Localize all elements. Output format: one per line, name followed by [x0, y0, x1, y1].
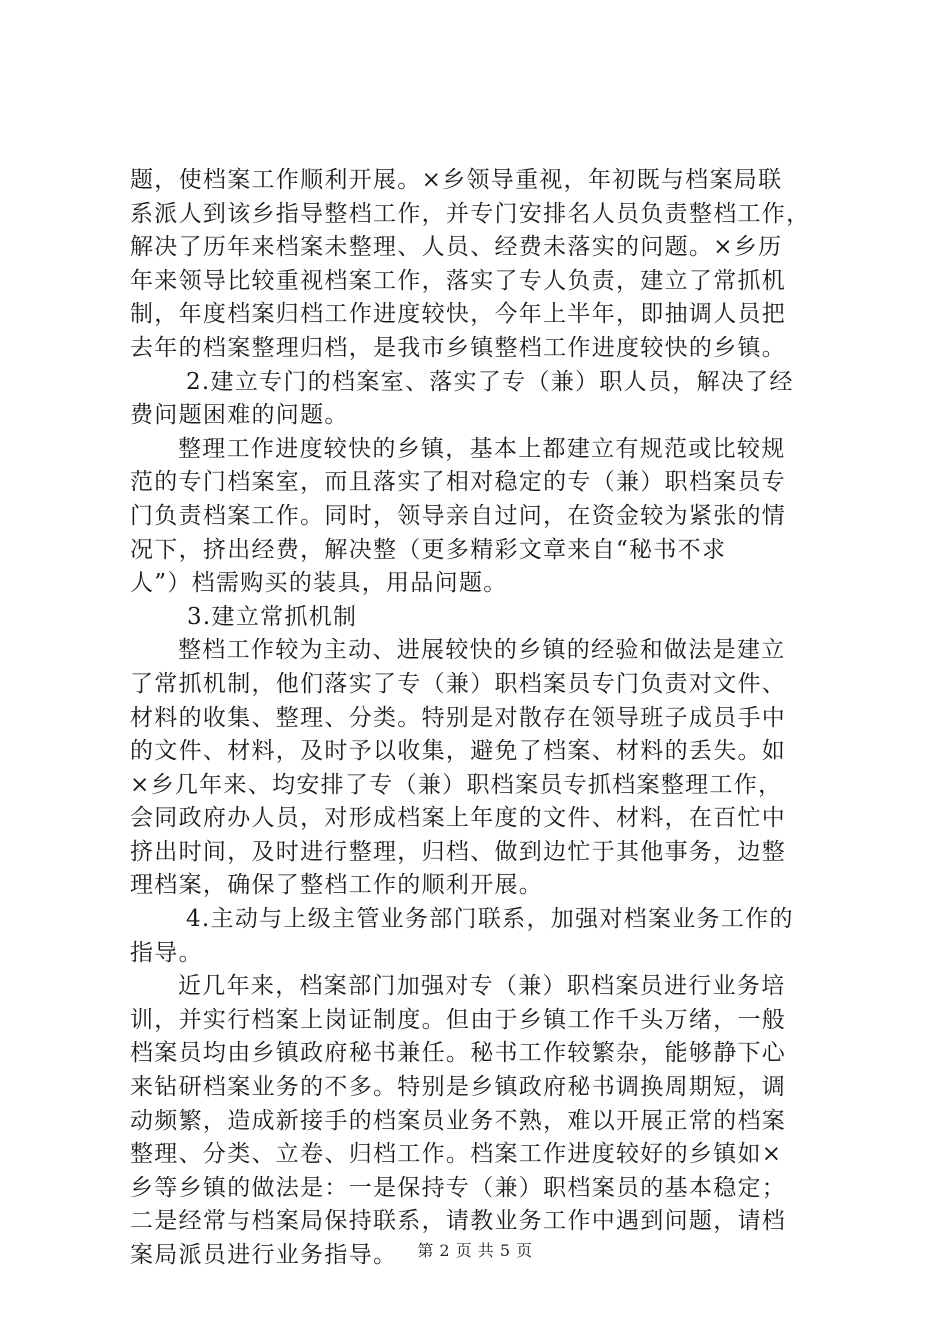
page-footer: 第 2 页 共 5 页	[417, 1241, 533, 1260]
body-text-line: 二是经常与档案局保持联系，请教业务工作中遇到问题，请档	[130, 1208, 787, 1235]
body-text-line: 训，并实行档案上岗证制度。但由于乡镇工作千头万绪，一般	[130, 1006, 787, 1033]
body-text-line: 整理、分类、立卷、归档工作。档案工作进度较好的乡镇如×	[130, 1141, 783, 1168]
body-text-line: 的文件、材料，及时予以收集，避免了档案、材料的丢失。如	[130, 738, 787, 765]
body-text-line: 案局派员进行业务指导。	[130, 1242, 398, 1268]
body-text-line: 乡等乡镇的做法是：一是保持专（兼）职档案员的基本稳定；	[130, 1174, 787, 1201]
body-text-line: 年来领导比较重视档案工作，落实了专人负责，建立了常抓机	[130, 267, 787, 294]
body-text-line: 系派人到该乡指导整档工作，并专门安排名人员负责整档工作，	[130, 200, 811, 227]
body-text-line: 费问题困难的问题。	[130, 402, 349, 429]
body-text-line: 动频繁，造成新接手的档案员业务不熟，难以开展正常的档案	[130, 1107, 787, 1134]
body-text-line: 挤出时间，及时进行整理，归档、做到边忙于其他事务，边整	[130, 838, 787, 865]
body-text-line: 题，使档案工作顺利开展。×乡领导重视，年初既与档案局联	[130, 167, 783, 193]
body-text-line: 材料的收集、整理、分类。特别是对散存在领导班子成员手中	[130, 704, 787, 731]
section-heading-line: 3.建立常抓机制	[187, 603, 358, 630]
body-text-line: 了常抓机制，他们落实了专（兼）职档案员专门负责对文件、	[130, 670, 787, 697]
section-heading-line: 4.主动与上级主管业务部门联系，加强对档案业务工作的	[186, 906, 794, 933]
body-text-line: 制，年度档案归档工作进度较快，今年上半年，即抽调人员把	[130, 301, 787, 328]
paragraph-first-line: 近几年来，档案部门加强对专（兼）职档案员进行业务培	[178, 973, 786, 1000]
body-text-line: 档案员均由乡镇政府秘书兼任。秘书工作较繁杂，能够静下心	[130, 1040, 787, 1067]
paragraph-first-line: 整档工作较为主动、进展较快的乡镇的经验和做法是建立	[178, 637, 786, 664]
body-text-line: 会同政府办人员，对形成档案上年度的文件、材料，在百忙中	[130, 805, 787, 832]
body-text-line: 解决了历年来档案未整理、人员、经费未落实的问题。×乡历	[130, 234, 783, 261]
body-text-line: 况下，挤出经费，解决整（更多精彩文章来自“秘书不求	[130, 536, 727, 563]
body-text-line: 来钻研档案业务的不多。特别是乡镇政府秘书调换周期短，调	[130, 1074, 787, 1101]
section-heading-line: 2.建立专门的档案室、落实了专（兼）职人员，解决了经	[186, 368, 794, 395]
paragraph-first-line: 整理工作进度较快的乡镇，基本上都建立有规范或比较规	[178, 435, 786, 462]
body-text-line: 指导。	[130, 939, 203, 966]
body-text-line: 范的专门档案室，而且落实了相对稳定的专（兼）职档案员专	[130, 469, 787, 496]
body-text-line: 理档案，确保了整档工作的顺利开展。	[130, 872, 544, 899]
body-text-line: 去年的档案整理归档，是我市乡镇整档工作进度较快的乡镇。	[130, 334, 787, 361]
document-body	[130, 164, 835, 1273]
body-text-line: 门负责档案工作。同时，领导亲自过问，在资金较为紧张的情	[130, 502, 787, 529]
body-text-line: 人”）档需购买的装具，用品问题。	[130, 570, 508, 597]
body-text-line: ×乡几年来、均安排了专（兼）职档案员专抓档案整理工作，	[130, 771, 783, 798]
